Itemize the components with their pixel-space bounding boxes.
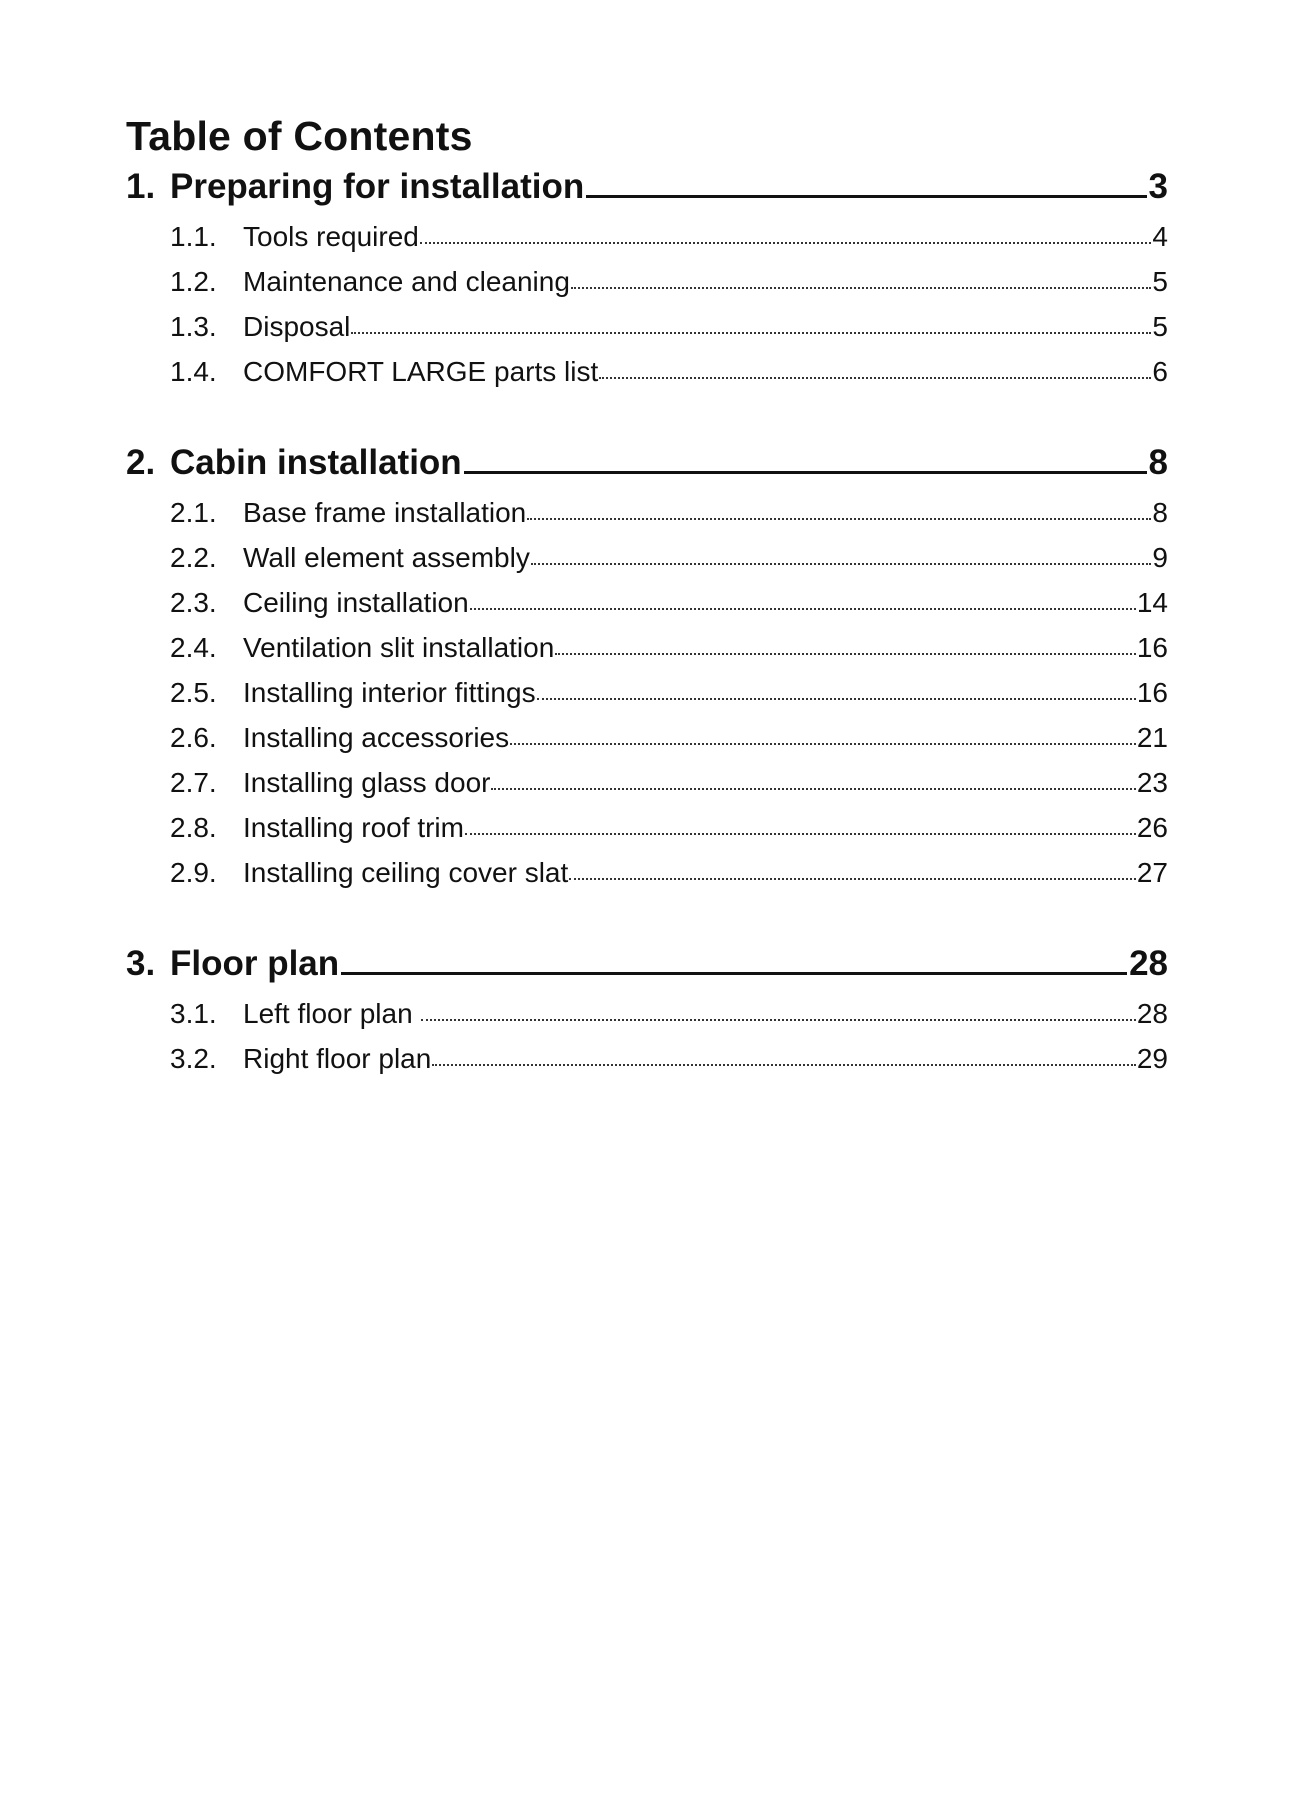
section-heading-link[interactable] [126, 436, 1168, 490]
section-page-number: 28 [1129, 944, 1168, 983]
entry-number: 3.1. [170, 998, 217, 1029]
dotted-leader [510, 743, 1136, 745]
dotted-leader [571, 287, 1152, 289]
entry-title: Ventilation slit installation [243, 632, 555, 663]
toc-section [126, 436, 1168, 895]
entry-number: 2.2. [170, 542, 217, 573]
entry-title: Maintenance and cleaning [243, 266, 570, 297]
entry-number: 2.6. [170, 722, 217, 753]
entry-title: Base frame installation [243, 497, 527, 528]
entry-title: Installing accessories [243, 722, 510, 753]
section-entries [126, 991, 1168, 1081]
entry-page-number: 16 [1136, 677, 1168, 708]
dotted-leader [465, 833, 1136, 835]
dotted-leader [432, 1064, 1136, 1066]
toc-entry-link[interactable] [126, 850, 1168, 895]
dotted-leader [599, 377, 1151, 379]
entry-page-number: 5 [1152, 266, 1168, 297]
solid-leader-line [586, 195, 1146, 198]
dotted-leader [470, 608, 1136, 610]
dotted-leader [537, 698, 1136, 700]
section-number: 2. [126, 443, 156, 482]
entry-number: 1.3. [170, 311, 217, 342]
toc-entry-link[interactable] [126, 214, 1168, 259]
toc-entry-link[interactable] [126, 304, 1168, 349]
entry-page-number: 5 [1152, 311, 1168, 342]
entry-title: Wall element assembly [243, 542, 530, 573]
toc-entry-link[interactable] [126, 490, 1168, 535]
dotted-leader [420, 242, 1152, 244]
solid-leader-line [464, 471, 1147, 474]
section-heading-link[interactable] [126, 937, 1168, 991]
entry-page-number: 29 [1136, 1043, 1168, 1074]
toc-entry-link[interactable] [126, 1036, 1168, 1081]
entry-page-number: 9 [1152, 542, 1168, 573]
toc-entry-link[interactable] [126, 715, 1168, 760]
solid-leader-line [341, 972, 1127, 975]
entry-number: 1.1. [170, 221, 217, 252]
dotted-leader [527, 518, 1151, 520]
toc-entry-link[interactable] [126, 580, 1168, 625]
entry-page-number: 28 [1136, 998, 1168, 1029]
entry-title: Installing interior fittings [243, 677, 536, 708]
section-number: 1. [126, 167, 156, 206]
toc-section [126, 937, 1168, 1081]
entry-number: 2.5. [170, 677, 217, 708]
section-title: Cabin installation [170, 443, 462, 482]
entry-page-number: 21 [1136, 722, 1168, 753]
section-page-number: 3 [1148, 167, 1168, 206]
entry-number: 2.3. [170, 587, 217, 618]
section-entries [126, 490, 1168, 895]
entry-page-number: 6 [1152, 356, 1168, 387]
section-entries [126, 214, 1168, 394]
entry-number: 3.2. [170, 1043, 217, 1074]
entry-number: 1.4. [170, 356, 217, 387]
section-number: 3. [126, 944, 156, 983]
toc-title: Table of Contents [126, 113, 473, 159]
entry-title: Left floor plan [243, 998, 421, 1029]
entry-title: Installing glass door [243, 767, 491, 798]
toc-entry-link[interactable] [126, 805, 1168, 850]
dotted-leader [351, 332, 1151, 334]
dotted-leader [491, 788, 1135, 790]
entry-number: 2.4. [170, 632, 217, 663]
entry-number: 2.8. [170, 812, 217, 843]
entry-page-number: 8 [1152, 497, 1168, 528]
dotted-leader [555, 653, 1136, 655]
entry-page-number: 4 [1152, 221, 1168, 252]
entry-number: 2.7. [170, 767, 217, 798]
toc-section [126, 160, 1168, 394]
dotted-leader [531, 563, 1152, 565]
section-page-number: 8 [1148, 443, 1168, 482]
dotted-leader [569, 878, 1136, 880]
section-heading-link[interactable] [126, 160, 1168, 214]
toc-entry-link[interactable] [126, 259, 1168, 304]
toc-entry-link[interactable] [126, 625, 1168, 670]
table-of-contents [126, 112, 1168, 1081]
dotted-leader [421, 1019, 1135, 1021]
entry-page-number: 26 [1136, 812, 1168, 843]
toc-entry-link[interactable] [126, 760, 1168, 805]
entry-title: Disposal [243, 311, 351, 342]
section-title: Floor plan [170, 944, 340, 983]
entry-title: Installing ceiling cover slat [243, 857, 569, 888]
entry-title: Installing roof trim [243, 812, 464, 843]
entry-page-number: 23 [1136, 767, 1168, 798]
entry-title: Tools required [243, 221, 419, 252]
toc-entry-link[interactable] [126, 349, 1168, 394]
section-title: Preparing for installation [170, 167, 585, 206]
entry-number: 2.1. [170, 497, 217, 528]
entry-page-number: 27 [1136, 857, 1168, 888]
entry-number: 2.9. [170, 857, 217, 888]
entry-page-number: 14 [1136, 587, 1168, 618]
entry-number: 1.2. [170, 266, 217, 297]
toc-entry-link[interactable] [126, 535, 1168, 580]
entry-title: Right floor plan [243, 1043, 432, 1074]
entry-page-number: 16 [1136, 632, 1168, 663]
toc-entry-link[interactable] [126, 670, 1168, 715]
toc-entry-link[interactable] [126, 991, 1168, 1036]
entry-title: COMFORT LARGE parts list [243, 356, 599, 387]
entry-title: Ceiling installation [243, 587, 469, 618]
